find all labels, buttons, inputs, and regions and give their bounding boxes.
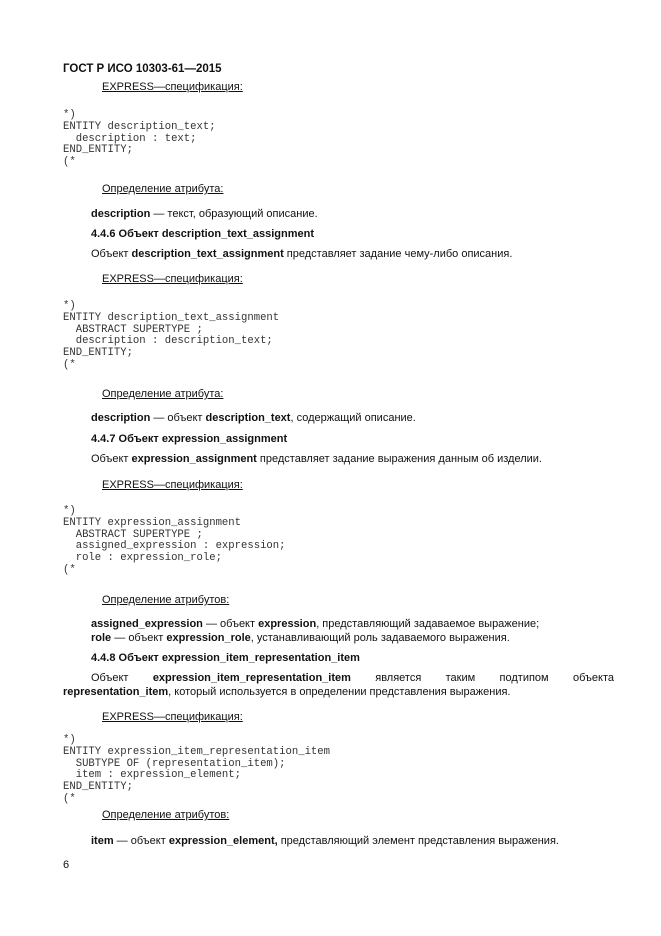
section-heading-4-4-7: 4.4.7 Объект expression_assignment	[91, 433, 288, 445]
entity-intro-line-1: Объект expression_item_representation_item является таким подтипом объекта	[91, 672, 614, 684]
attribute-description: description — текст, образующий описание.	[91, 208, 318, 220]
page-number: 6	[63, 859, 70, 871]
attribute-description: description — объект description_text, содержащий описание.	[91, 412, 416, 424]
express-spec-label: EXPRESS—спецификация:	[102, 479, 243, 491]
express-spec-label: EXPRESS—спецификация:	[102, 81, 243, 93]
attribute-description: assigned_expression — объект expression, представляющий задаваемое выражение;	[91, 618, 540, 630]
attributes-definition-label: Определение атрибутов:	[102, 809, 230, 821]
express-spec-label: EXPRESS—спецификация:	[102, 273, 243, 285]
document-title: ГОСТ Р ИСО 10303-61—2015	[63, 63, 222, 75]
express-code-block: *) ENTITY expression_item_representation_item SUBTYPE OF (representation_item); item : expression_element; END_ENTITY; (*	[63, 734, 331, 805]
entity-intro: Объект description_text_assignment представляет задание чему-либо описания.	[91, 248, 513, 260]
attribute-description: item — объект expression_element, представляющий элемент представления выражения.	[91, 835, 559, 847]
attribute-definition-label: Определение атрибута:	[102, 388, 224, 400]
entity-intro: Объект expression_assignment представляет задание выражения данным об изделии.	[91, 453, 542, 465]
attribute-description: role — объект expression_role, устанавливающий роль задаваемого выражения.	[91, 632, 510, 644]
express-code-block: *) ENTITY description_text; description : text; END_ENTITY; (*	[63, 109, 216, 169]
express-code-block: *) ENTITY description_text_assignment ABSTRACT SUPERTYPE ; description : description_text; END_ENTITY; (*	[63, 300, 280, 371]
attributes-definition-label: Определение атрибутов:	[102, 594, 230, 606]
entity-intro-line-2: representation_item, который используется в определении представления выражения.	[63, 686, 511, 698]
express-spec-label: EXPRESS—спецификация:	[102, 711, 243, 723]
attribute-definition-label: Определение атрибута:	[102, 183, 224, 195]
section-heading-4-4-6: 4.4.6 Объект description_text_assignment	[91, 228, 315, 240]
express-code-block: *) ENTITY expression_assignment ABSTRACT SUPERTYPE ; assigned_expression : expression; role : expression_role; (*	[63, 505, 286, 576]
attribute-name: description	[91, 208, 151, 220]
section-heading-4-4-8: 4.4.8 Объект expression_item_representation_item	[91, 652, 360, 664]
